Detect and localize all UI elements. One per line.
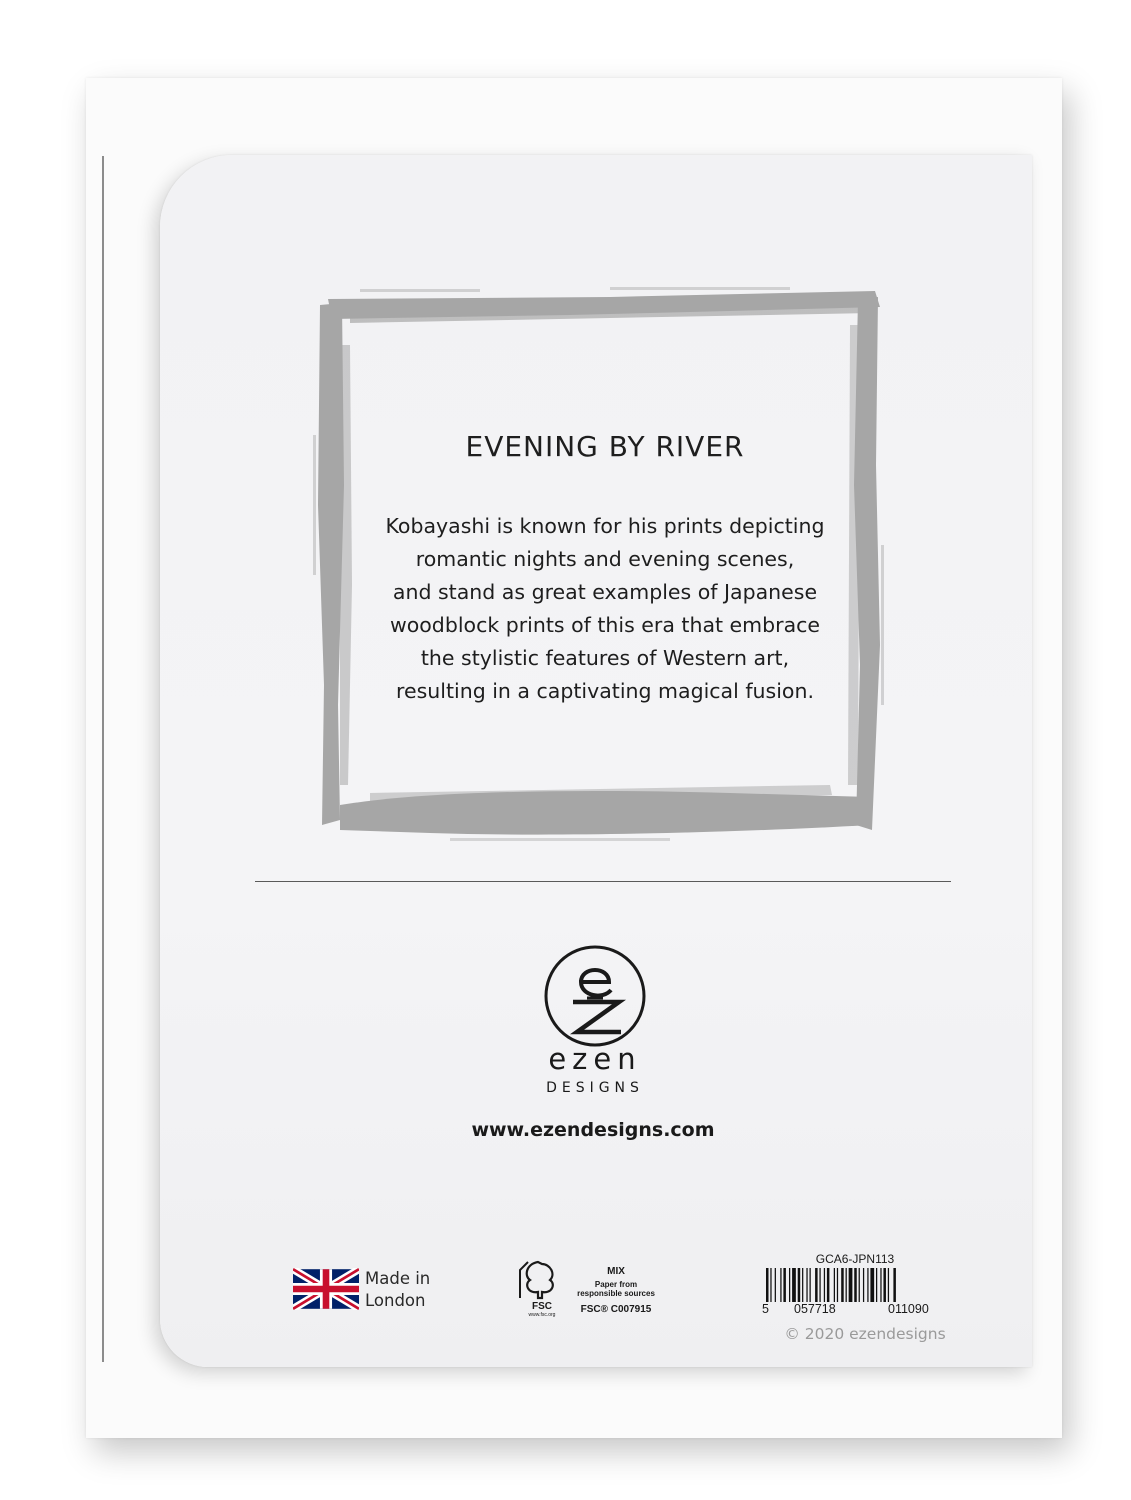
barcode-bar	[867, 1268, 868, 1302]
barcode-bar	[888, 1268, 889, 1302]
barcode-bar	[789, 1268, 790, 1302]
barcode-bar	[780, 1268, 781, 1302]
barcode-digit-group: 5	[762, 1302, 769, 1316]
barcode-bar	[802, 1268, 803, 1302]
description-line: romantic nights and evening scenes,	[415, 547, 795, 571]
barcode-bar	[792, 1268, 796, 1302]
barcode-bar	[783, 1268, 786, 1302]
envelope-edge	[102, 156, 104, 1362]
uk-flag-icon	[293, 1268, 359, 1310]
description-line: Kobayashi is known for his prints depicting	[385, 514, 825, 538]
barcode-bar	[854, 1268, 857, 1302]
barcode-bar	[880, 1268, 881, 1302]
description-line: and stand as great examples of Japanese	[392, 580, 818, 604]
barcode-bar	[810, 1268, 811, 1302]
barcode-bar	[849, 1268, 853, 1302]
fsc-certification	[570, 1266, 662, 1315]
barcode-digit-group: 057718	[794, 1302, 836, 1316]
barcode-bar	[863, 1268, 864, 1302]
fsc-code: FSC® C007915	[580, 1304, 652, 1315]
barcode-bar	[883, 1268, 886, 1302]
barcode-bar	[837, 1268, 838, 1302]
barcode-bar	[870, 1268, 874, 1302]
barcode-bar	[806, 1268, 807, 1302]
barcode-digit-group: 011090	[888, 1302, 929, 1316]
fsc-mix-label: MIX	[607, 1266, 625, 1277]
made-in-label	[365, 1268, 430, 1312]
brand-name: ezen	[548, 1042, 642, 1076]
description-line: woodblock prints of this era that embrace	[389, 613, 821, 637]
barcode-bar	[819, 1268, 820, 1302]
description-line: the stylistic features of Western art,	[420, 646, 790, 670]
card-title: EVENING BY RIVER	[465, 430, 745, 463]
barcode-bar	[815, 1268, 818, 1302]
made-in-city: London	[365, 1291, 426, 1310]
made-in-line: Made in	[365, 1269, 431, 1288]
fsc-logo-label: FSC	[532, 1301, 552, 1312]
sku-code: GCA6-JPN113	[815, 1252, 895, 1266]
barcode-bar	[841, 1268, 844, 1302]
barcode-bar	[893, 1268, 896, 1302]
barcode-icon	[760, 1268, 965, 1302]
divider	[255, 881, 951, 882]
card-description	[335, 510, 875, 708]
barcode-bar	[827, 1268, 830, 1302]
website-link[interactable]: www.ezendesigns.com	[471, 1119, 715, 1141]
barcode-bar	[846, 1268, 847, 1302]
copyright: © 2020 ezendesigns	[784, 1325, 946, 1343]
barcode-bar	[824, 1268, 825, 1302]
fsc-line-1: Paper from	[594, 1280, 638, 1289]
brand-subtitle: DESIGNS	[546, 1080, 644, 1096]
description-line: resulting in a captivating magical fusion.	[396, 679, 814, 703]
fsc-tree-icon	[518, 1258, 566, 1318]
barcode-bar	[775, 1268, 776, 1302]
barcode-bar	[798, 1268, 801, 1302]
barcode-bar	[770, 1268, 771, 1302]
barcode-bar	[876, 1268, 877, 1302]
fsc-line-2: responsible sources	[577, 1289, 655, 1298]
barcode-bar	[859, 1268, 860, 1302]
fsc-logo-url: www.fsc.org	[528, 1312, 556, 1318]
barcode-bar	[834, 1268, 835, 1302]
ezen-logo-icon	[543, 944, 647, 1048]
barcode-bar	[766, 1268, 769, 1302]
